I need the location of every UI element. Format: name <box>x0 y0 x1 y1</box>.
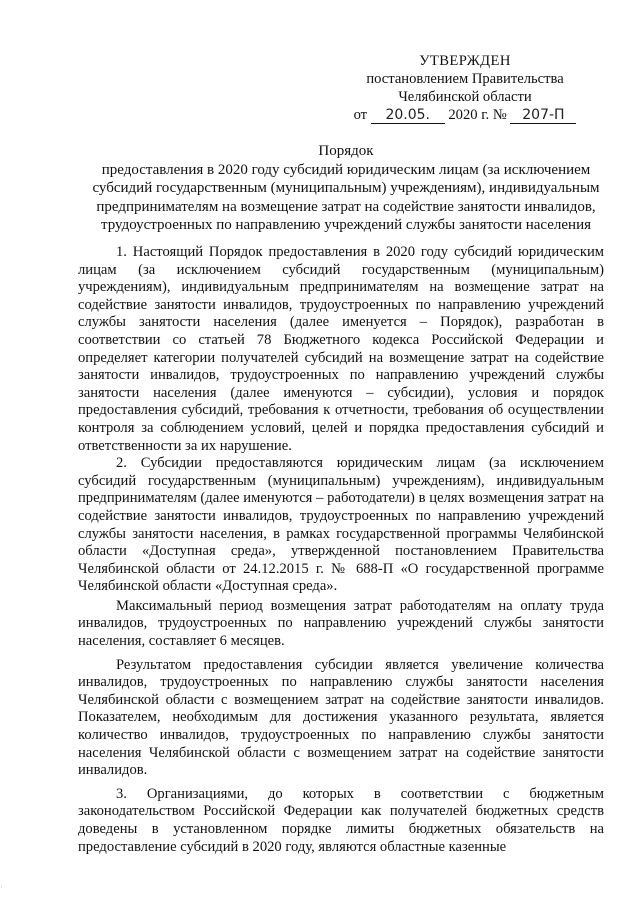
document-body <box>78 244 604 856</box>
title-subtitle: предоставления в 2020 году субсидий юридическим лицам (за исключением субсидий государственным (муниципальным) учреждениям), индивидуальным предпринимателям на возмещение затрат на содействие занятости инвалидов, трудоустроенных по направлению учреждений службы занятости населения <box>92 161 600 233</box>
approval-line-1: постановлением Правительства <box>366 71 564 87</box>
scan-artifact: · <box>0 883 3 893</box>
handwritten-date: 20.05. <box>371 108 445 124</box>
paragraph-5: 3. Организациями, до которых в соответствии с бюджетным законодательством Российской Федерации как получателей бюджетных средств доведены в установленном порядке лимиты бюджетных обязательств на предоставление субсидий в 2020 году, являются областные казенные <box>78 785 604 855</box>
approval-date-line <box>330 106 600 124</box>
document-title <box>78 142 614 235</box>
handwritten-number: 207-П <box>510 108 576 124</box>
paragraph-4: Результатом предоставления субсидии является увеличение количества инвалидов, трудоустроенных по направлению службы занятости населения Челябинской области с возмещением затрат на содействие занятости инвалидов. Показателем, необходимым для достижения указанного результата, является количество инвалидов, трудоустроенных по направлению службы занятости населения Челябинской области с возмещением затрат на содействие занятости инвалидов. <box>78 656 604 779</box>
year-text: 2020 г. № <box>448 107 507 123</box>
paragraph-1: 1. Настоящий Порядок предоставления в 2020 году субсидий юридическим лицам (за исключением субсидий государственным (муниципальным) учреждениям), индивидуальным предпринимателям на возмещение затрат на содействие занятости инвалидов, трудоустроенных по направлению учреждений службы занятости населения (далее именуется – Порядок), разработан в соответствии со статьей 78 Бюджетного кодекса Российской Федерации и определяет категории получателей субсидий на возмещение затрат на содействие занятости инвалидов, трудоустроенных по направлению учреждений службы занятости населения (далее именуются – субсидии), условия и порядок предоставления субсидий, требования к отчетности, требования об осуществлении контроля за соблюдением условий, целей и порядка предоставления субсидий и ответственности за их нарушение. <box>78 244 604 454</box>
approval-heading: УТВЕРЖДЕН <box>419 53 511 69</box>
approval-line-2: Челябинской области <box>398 89 532 105</box>
approval-stamp <box>330 52 600 124</box>
title-heading: Порядок <box>318 143 374 159</box>
paragraph-3: Максимальный период возмещения затрат работодателям на оплату труда инвалидов, трудоустроенных по направлению учреждений службы занятости населения, составляет 6 месяцев. <box>78 597 604 650</box>
date-prefix: от <box>353 107 368 123</box>
paragraph-2: 2. Субсидии предоставляются юридическим лицам (за исключением субсидий государственным (муниципальным) учреждениям), индивидуальным предпринимателям (далее именуются – работодатели) в целях возмещения затрат на содействие занятости инвалидов, трудоустроенных по направлению учреждений службы занятости населения, в рамках государственной программы Челябинской области «Доступная среда», утвержденной постановлением Правительства Челябинской области от 24.12.2015 г. № 688-П «О государственной программе Челябинской области «Доступная среда». <box>78 455 604 595</box>
